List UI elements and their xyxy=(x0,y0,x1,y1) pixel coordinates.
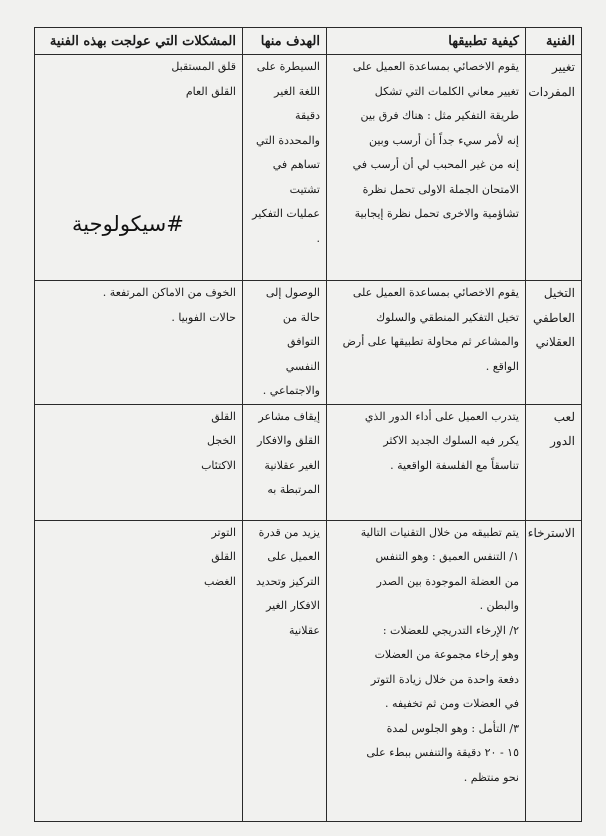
table-row xyxy=(35,404,582,520)
technique-cell: التخيل العاطفي العقلاني xyxy=(526,281,582,405)
how-cell: يتم تطبيقه من خلال التقنيات التالية ١/ التنفس العميق : وهو التنفس من العضلة الموجودة بين الصدر والبطن . ٢/ الإرخاء التدريجي للعضلات : وهو إرخاء مجموعة من العضلات دفعة واحدة من خلال زيادة التوتر في العضلات ومن ثم تخفيفه . ٣/ التأمل : وهو الجلوس لمدة ١٥ - ٢٠ دقيقة والتنفس ببطء على نحو منتظم . xyxy=(327,520,526,821)
problems-cell: التوتر القلق الغضب xyxy=(35,520,243,821)
header-technique: الفنية xyxy=(526,28,582,55)
technique-cell: لعب الدور xyxy=(526,404,582,520)
goal-cell: يزيد من قدرة العميل على التركيز وتحديد الافكار الغير عقلانية xyxy=(243,520,327,821)
header-problems: المشكلات التي عولجت بهذه الفنية xyxy=(35,28,243,55)
header-goal: الهدف منها xyxy=(243,28,327,55)
goal-cell: إيقاف مشاعر القلق والافكار الغير عقلانية المرتبطة به xyxy=(243,404,327,520)
watermark-hashtag: #سيكولوجية xyxy=(72,212,184,236)
how-cell: يقوم الاخصائي بمساعدة العميل على تخيل التفكير المنطقي والسلوك والمشاعر ثم محاولة تطبيقها على أرض الواقع . xyxy=(327,281,526,405)
table-row xyxy=(35,55,582,281)
techniques-table xyxy=(34,27,582,822)
header-how: كيفية تطبيقها xyxy=(327,28,526,55)
table-row xyxy=(35,520,582,821)
goal-cell: السيطرة على اللغة الغير دقيقة والمحددة التي تساهم في تشتيت عمليات التفكير . xyxy=(243,55,327,281)
header-row xyxy=(35,28,582,55)
problems-cell: قلق المستقبل القلق العام xyxy=(35,55,243,281)
technique-cell: الاسترخاء xyxy=(526,520,582,821)
technique-cell: تغيير المفردات xyxy=(526,55,582,281)
problems-cell: الخوف من الاماكن المرتفعة . حالات الفوبيا . xyxy=(35,281,243,405)
goal-cell: الوصول إلى حالة من التوافق النفسي والاجتماعي . xyxy=(243,281,327,405)
table-row xyxy=(35,281,582,405)
how-cell: يتدرب العميل على أداء الدور الذي يكرر فيه السلوك الجديد الاكثر تناسقاً مع الفلسفة الواقعية . xyxy=(327,404,526,520)
how-cell: يقوم الاخصائي بمساعدة العميل على تغيير معاني الكلمات التي تشكل طريقة التفكير مثل : هناك فرق بين إنه لأمر سيء جداً أن أرسب وبين إنه من غير المحبب لي أن أرسب في الامتحان الجملة الاولى تحمل نظرة تشاؤمية والاخرى تحمل نظرة إيجابية xyxy=(327,55,526,281)
problems-cell: القلق الخجل الاكتئاب xyxy=(35,404,243,520)
